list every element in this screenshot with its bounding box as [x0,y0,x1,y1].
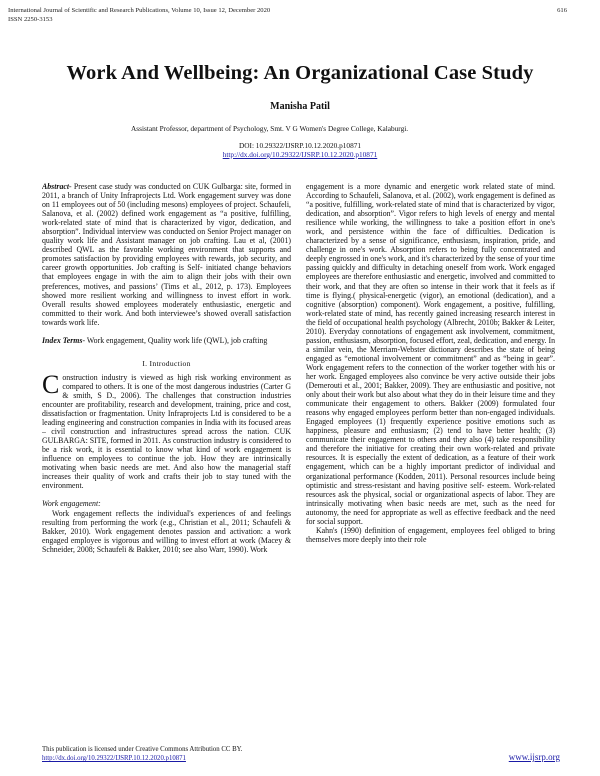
doi-text: DOI: 10.29322/IJSRP.10.12.2020.p10871 [238,141,362,150]
introduction-text: onstruction industry is viewed as high risk working environment as compared to others. It is one of the most dangerous industries (Carter G & smith, S D., 2006). The challenges that construction industries encounter are profitability, research and development, training, price and cost, dissatisfaction or fragmentation. Unity Infraprojects Ltd is considered to be a leading engineering and construction companies in India with its focused areas – civil construction and infrastructures spread across the nation. CUK GULBARGA: SITE, formed in 2011. As construction industry is considered to be a risk work, it is essential to know what kind of work engagement is influence on employees to continue the job. How they are intrinsically motivating when basic needs are met. And also how the managerial staff increases their quality of work and crafts their job to stay tuned with the environment. [42,372,291,491]
doi-block [0,141,600,159]
journal-website-link[interactable]: www.ijsrp.org [508,752,560,762]
right-paragraph-2: Kahn's (1990) definition of engagement, employees feel obliged to bring themselves more deeply into their role [306,525,555,544]
index-terms-text: Work engagement, Quality work life (QWL), job crafting [85,335,268,345]
abstract-text: Present case study was conducted on CUK Gulbarga: site, formed in 2011, a branch of Unity Infraprojects Ltd. Work engagement survey was done on 11 employees out of 50 (including mesons) employees of project. Schaufeli, Salanova, et al. (2002) defined work engagement as “a positive, fulfilling, work-related state of mind that is characterized by vigor, dedication, and absorption”. Individual interview was conducted on Senior Project manager on quality work life and Assistant manager on job crafting. Lau et al, (2001) described QWL as the favorable working environment that supports and promotes satisfaction by providing employees with rewards, job security, and career growth opportunities. Job crafting is Self- initiated change behaviors that employees engage in with the aim to align their jobs with their own preferences, motives, and passions’ (Tims et al., 2012, p. 173). Employees showed more resilient working and willingness to invest effort in work. Overall results showed employees moderately enthusiastic, energetic and committed to their work. And both interviewee’s showed overall satisfaction towards work life. [42,182,291,327]
license-text: This publication is licensed under Creative Commons Attribution CC BY. [42,746,243,753]
drop-cap: C [42,369,60,399]
doi-link[interactable]: http://dx.doi.org/10.29322/IJSRP.10.12.2020.p10871 [222,150,378,159]
journal-header [8,7,270,24]
journal-citation: International Journal of Scientific and Research Publications, Volume 10, Issue 12, December 2020 [8,7,271,14]
footer [42,745,242,763]
author-affiliation: Assistant Professor, department of Psychology, Smt. V G Women's Degree College, Kalaburgi. [131,124,409,133]
subheading-work-engagement: Work engagement: [42,499,101,509]
left-column [42,182,291,734]
index-terms [42,336,291,345]
page-number: 616 [557,7,567,14]
introduction-paragraph [42,369,291,491]
right-column [306,182,555,742]
author-name: Manisha Patil [270,101,330,112]
footer-doi-link[interactable]: http://dx.doi.org/10.29322/IJSRP.10.12.2020.p10871 [42,755,186,762]
index-terms-label: Index Terms- [42,335,86,345]
paper-title: Work And Wellbeing: An Organizational Case Study [66,62,534,84]
abstract [42,182,291,327]
work-engagement-paragraph: Work engagement reflects the individual's experiences of and feelings resulting from performing the work (e.g., Christian et al., 2011; Schaufeli & Bakker, 2010). Work engagement denotes passion and activation: a work engaged employee is vigorous and willing to invest effort at work (Macey & Schneider, 2008; Schaufeli & Bakker, 2010; see also Warr, 1990). Work [42,508,291,554]
abstract-label: Abstract- [42,182,72,191]
issn: ISSN 2250-3153 [8,15,53,23]
section-heading-introduction: I. Introduction [142,358,191,368]
right-paragraph-1: engagement is a more dynamic and energetic work related state of mind. According to Schaufeli, Salanova, et al. (2002), work engagement is defined as “a positive, fulfilling, work-related state of mind that is characterized by vigor, dedication, and absorption”. Vigor refers to high levels of energy and mental resilience while working, the willingness to take a position effort in one's work, and persistence within the face of difficulties. Dedication is characterized by a sense of significance, enthusiasm, inspiration, pride, and challenge in one's work. Absorption refers to being fully concentrated and deeply engrossed in one's work, and it's characterized by the sense of your time passing quickly and difficulty in detaching oneself from work. Work engaged employees are therefore enthusiastic and energetic, involved and committed to their work, and that they are often so intense in their work that it feels as if time is flying.( physical-energetic (vigor), an emotional (dedication), and a cognitive (absorption) component). Work engagement, a positive, fulfilling, work-related state of mind, has recently gained increasing research interest in the field of occupational health psychology (Albrecht, 2010b; Bakker & Leiter, 2010). Everyday connotations of engagement ask involvement, commitment, passion, enthusiasm, absorption, focused effort, zeal, dedication, and energy. In a similar vein, the Merriam-Webster dictionary describes the state of being engaged as “emotional involvement or commitment” and as “being in gear”. Work engagement refers to the connection of the worker together with his or her work. Engaged employees also convince be very active outside their jobs (Demerouti et al., 2001; Bakker, 2009). They are enthusiastic and positive, not only about their work but also about what they do in their leisure time and they communicate their engagement to others. Bakker (2009) formulated four reasons why engaged employees perform better than non-engaged individuals. Engaged employees (1) frequently experience positive emotions such as happiness, pleasure and enthusiasm; (2) tend to have better health; (3) communicate their engagement to others and they also (4) take responsibility and therefore the initiative for creating their own work-related and private resources. It is especially the extent of dedication, as a feature of their work engagement, which can be a highly important predictor of individual and organizational performance (Kodden, 2011). Personal resources include being optimistic and stress-resistant and having positive self- esteem. Work-related resources ask the physical, social or organizational aspects of labor. They are intrinsically motivating when basic needs are met, such as the need for autonomy, the need for appropriate as well as effective feedback and the need for social support. [306,182,555,526]
